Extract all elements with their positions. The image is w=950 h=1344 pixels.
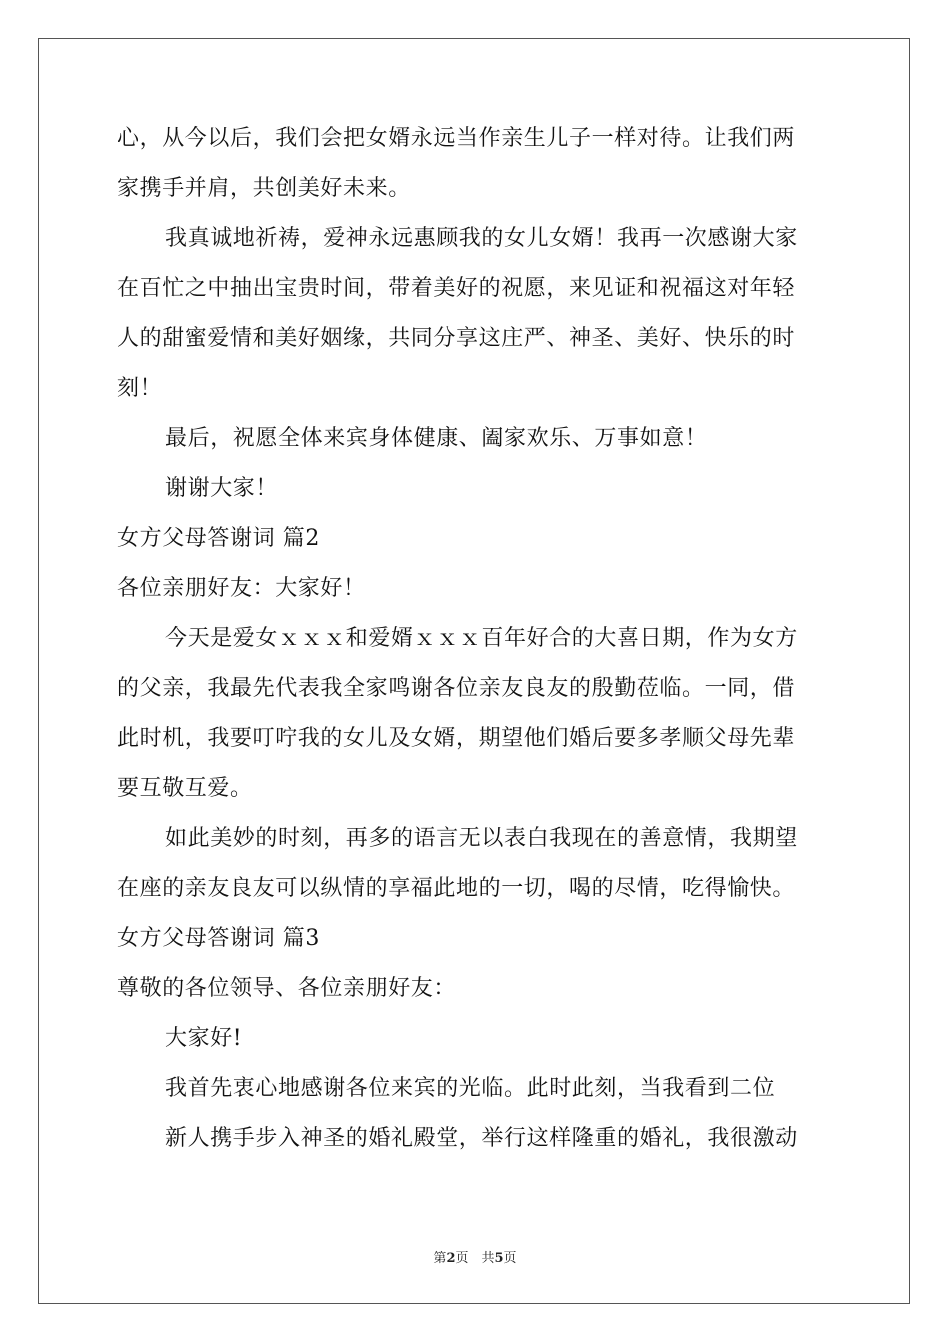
paragraph-line: 最后，祝愿全体来宾身体健康、阖家欢乐、万事如意！ — [165, 426, 708, 451]
paragraph-line: 新人携手步入神圣的婚礼殿堂，举行这样隆重的婚礼，我很激动 — [165, 1126, 798, 1151]
paragraph-line: 我首先衷心地感谢各位来宾的光临。此时此刻，当我看到二位 — [165, 1076, 776, 1101]
salutation: 尊敬的各位领导、各位亲朋好友： — [117, 976, 457, 1001]
paragraph-line: 谢谢大家！ — [165, 476, 279, 501]
paragraph-line: 在百忙之中抽出宝贵时间，带着美好的祝愿，来见证和祝福这对年轻 — [117, 276, 796, 301]
section-heading: 女方父母答谢词 篇2 — [117, 526, 320, 551]
section-heading: 女方父母答谢词 篇3 — [117, 926, 320, 951]
paragraph-line: 心，从今以后，我们会把女婿永远当作亲生儿子一样对待。让我们两 — [117, 126, 796, 151]
paragraph-line: 人的甜蜜爱情和美好姻缘，共同分享这庄严、神圣、美好、快乐的时 — [117, 326, 796, 351]
footer-prefix: 第 — [433, 1251, 447, 1266]
paragraph-line: 家携手并肩，共创美好未来。 — [117, 176, 411, 201]
footer-suffix: 页 — [503, 1251, 517, 1266]
paragraph-line: 如此美妙的时刻，再多的语言无以表白我现在的善意情，我期望 — [165, 826, 798, 851]
total-page-number: 5 — [494, 1251, 504, 1266]
footer-mid: 页 共 — [455, 1251, 495, 1266]
paragraph-line: 在座的亲友良友可以纵情的享福此地的一切，喝的尽情，吃得愉快。 — [117, 876, 796, 901]
paragraph-line: 今天是爱女ｘｘｘ和爱婿ｘｘｘ百年好合的大喜日期，作为女方 — [165, 626, 798, 651]
paragraph-line: 我真诚地祈祷，爱神永远惠顾我的女儿女婿！我再一次感谢大家 — [165, 226, 798, 251]
paragraph-line: 此时机，我要叮咛我的女儿及女婿，期望他们婚后要多孝顺父母先辈 — [117, 726, 796, 751]
paragraph-line: 要互敬互爱。 — [117, 776, 253, 801]
paragraph-line: 大家好! — [165, 1026, 243, 1051]
paragraph-line: 刻！ — [117, 376, 163, 401]
paragraph-line: 的父亲，我最先代表我全家鸣谢各位亲友良友的殷勤莅临。一同，借 — [117, 676, 796, 701]
current-page-number: 2 — [446, 1251, 456, 1266]
page-footer — [0, 1247, 950, 1266]
salutation: 各位亲朋好友：大家好！ — [117, 576, 366, 601]
